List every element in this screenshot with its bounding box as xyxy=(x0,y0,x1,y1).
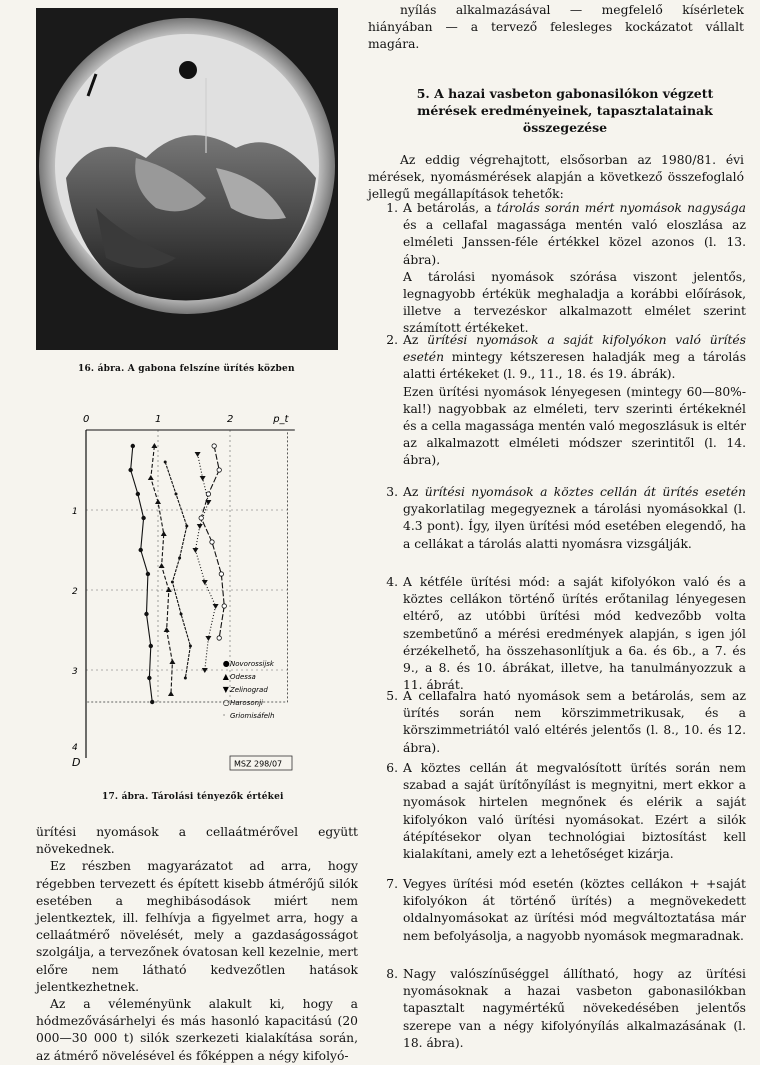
storage-factor-chart xyxy=(52,408,322,778)
data-point xyxy=(212,444,216,448)
x-axis-label: p_t xyxy=(273,414,289,425)
data-point xyxy=(195,452,201,457)
y-tick-label: 3 xyxy=(72,667,78,677)
data-point xyxy=(168,691,174,696)
data-point xyxy=(202,668,208,673)
data-point xyxy=(205,636,211,641)
data-point xyxy=(144,612,148,616)
list-item: 2. Az ürítési nyomások a saját kifolyókon való ürítés esetén mintegy kétszeresen haladják meg a tárolás alatti értékeket (l. 9., 11., 18. és 19. ábrák). Ezen ürítési nyomások lényegesen (mintegy 60—80%-kal!) nagyobbak az elméleti, terv szerinti értékeknél és a cella magassága mentén való megoszlásuk is eltér az alkalmazott elméleti módszer szerintitől (l. 14. ábra), xyxy=(386,333,747,468)
legend-symbol: ● xyxy=(222,659,230,668)
data-point xyxy=(131,444,135,448)
data-point xyxy=(141,516,145,520)
data-point xyxy=(136,492,140,496)
legend-symbol: · xyxy=(222,711,226,720)
data-point xyxy=(164,461,167,464)
data-point xyxy=(197,524,203,529)
data-point xyxy=(166,587,172,592)
data-point xyxy=(164,627,170,632)
data-point xyxy=(180,613,183,616)
data-point xyxy=(155,499,161,504)
series-line-1 xyxy=(151,446,173,694)
data-point xyxy=(178,557,181,560)
legend-symbol: ○ xyxy=(222,698,230,707)
data-point xyxy=(217,468,221,472)
legend-entry: Odessa xyxy=(230,673,256,681)
data-point xyxy=(200,476,206,481)
list-item: 7. Vegyes ürítési mód esetén (köztes cellákon + +saját kifolyókon át történő ürítés) a megnövekedett oldalnyomásokat az ürítési mód megváltoztatása már nem befolyásolja, a nagyobb nyomások megmaradnak. xyxy=(386,877,746,943)
stamp-text: MSZ 298/07 xyxy=(234,759,283,769)
x-tick-label: 2 xyxy=(227,414,234,425)
legend-entry: Harosonji xyxy=(230,699,263,707)
list-item: 3. Az ürítési nyomások a köztes cellán át ürítés esetén gyakorlatilag megegyeznek a tárolási nyomásokkal (l. 4.3 pont). Így, ilyen ürítési mód esetében elegendő, ha a cellákat a tárolás alatti nyomásra vizsgálják. xyxy=(386,485,746,551)
data-point xyxy=(161,531,167,536)
grain-surface-photo xyxy=(36,8,338,350)
data-point xyxy=(159,563,165,568)
data-point xyxy=(199,516,203,520)
list-item: 6. A köztes cellán át megvalósított ürítés során nem szabad a saját ürítőnyílást is megnyitni, mert ekkor a nyomások hirtelen megnőnek és elérik a saját kifolyókon való ürítési nyomásokat. Ezért a silók átépítésekor olyan technológiai biztosítást kell kialakítani, amely ezt a lehetőséget kizárja. xyxy=(386,761,746,862)
left-paragraph-3: Az a véleményünk alakult ki, hogy a hódmezővásárhelyi és más hasonló kapacitású (20 000—30 000 t) silók szerkezeti kialakítása során, az átmérő növelésével és főképpen a négy kifolyó- xyxy=(36,997,358,1063)
legend-entry: Zelinograd xyxy=(230,686,268,694)
x-tick-label: 1 xyxy=(155,414,162,425)
data-point xyxy=(150,700,154,704)
y-axis-label: D xyxy=(72,756,81,769)
series-line-4 xyxy=(165,462,190,678)
data-point xyxy=(189,645,192,648)
data-point xyxy=(169,659,175,664)
legend-entry: Novorossijsk xyxy=(230,660,274,668)
left-paragraph-2: Ez részben magyarázatot ad arra, hogy régebben tervezett és épített kisebb átmérőjű silók esetében a meghibásodások miért nem jelentkeztek, ill. felhívja a figyelmet arra, hogy a cellaátmérő növelését, mely a gazdaságosságot szolgálja, a tervezőnek óvatosan kell kezelnie, mert előre nem látható kedvezőtlen hatások jelentkezhetnek. xyxy=(36,859,358,994)
data-point xyxy=(148,475,154,480)
y-axis-marker: 4 xyxy=(72,743,78,753)
data-point xyxy=(185,525,188,528)
data-point xyxy=(147,676,151,680)
figure-17-caption: 17. ábra. Tárolási tényezők értékei xyxy=(102,792,284,802)
data-point xyxy=(171,581,174,584)
legend-symbol: ▼ xyxy=(222,685,229,694)
list-item: 4. A kétféle ürítési mód: a saját kifolyókon való és a köztes cellákon történő ürítés erőtanilag lényegesen eltérő, az utóbbi ürítési mód kedvezőbb volta szembetűnő a mérési eredmények alapján, s igen jól érzékelhető, ha összehasonlítjuk a 6a. és 6b., a 7. és 9., a 8. és 10. ábrákat, illetve, ha tanulmányozzuk a 11. ábrát. xyxy=(386,575,746,693)
legend-symbol: ▲ xyxy=(222,672,229,681)
list-item: 8. Nagy valószínűséggel állítható, hogy az ürítési nyomásoknak a hazai vasbeton gabonasilókban tapasztalt nagymértékű növekedésében jelentős szerepe van a négy kifolyónyílás alkalmazásának (l. 18. ábra). xyxy=(386,967,746,1050)
data-point xyxy=(139,548,143,552)
x-tick-label: 0 xyxy=(83,414,90,425)
data-point xyxy=(146,572,150,576)
data-point xyxy=(222,604,226,608)
left-paragraph-1: ürítési nyomások a cellaátmérővel együtt növekednek. xyxy=(36,825,358,857)
section-title: 5. A hazai vasbeton gabonasilókon végzett mérések eredményeinek, tapasztalatainak összegezése xyxy=(416,86,714,135)
intro-continued: nyílás alkalmazásával — megfelelő kísérletek hiányában — a tervező felesleges kockázatot vállalt magára. xyxy=(368,3,744,52)
section-intro: Az eddig végrehajtott, elsősorban az 1980/81. évi mérések, nyomásmérések alapján a következő összefoglaló jellegű megállapítások tehetők: xyxy=(368,153,744,202)
y-tick-label: 2 xyxy=(72,587,78,597)
figure-16-caption: 16. ábra. A gabona felszíne ürítés közben xyxy=(78,364,295,374)
data-point xyxy=(149,644,153,648)
legend-entry: Griomisáfelh xyxy=(230,712,275,720)
data-point xyxy=(151,443,157,448)
data-point xyxy=(217,636,221,640)
data-point xyxy=(128,468,132,472)
list-item: 1. A betárolás, a tárolás során mért nyomások nagysága és a cellafal magassága mentén való eloszlása az elméleti Janssen-féle értékkel közel azonos (l. 13. ábra). A tárolási nyomások szórása viszont jelentős, legnagyobb értékük meghaladja a korábbi előírások, illetve a tervezéskor alkalmazott elmélet szerint számított értékeket. xyxy=(386,201,746,336)
data-point xyxy=(210,540,214,544)
data-point xyxy=(192,548,198,553)
series-line-2 xyxy=(195,454,215,670)
left-column-text xyxy=(36,824,358,1065)
data-point xyxy=(184,677,187,680)
data-point xyxy=(219,572,223,576)
data-point xyxy=(206,492,210,496)
y-tick-label: 1 xyxy=(72,507,78,517)
data-point xyxy=(202,580,208,585)
data-point xyxy=(175,493,178,496)
list-item: 5. A cellafalra ható nyomások sem a betárolás, sem az ürítés során nem körszimmetrikusak, és a körszimmetriától való eltérés jelentős (l. 8., 10. és 12. ábra). xyxy=(386,689,746,755)
data-point xyxy=(213,604,219,609)
right-column-intro xyxy=(368,2,744,54)
